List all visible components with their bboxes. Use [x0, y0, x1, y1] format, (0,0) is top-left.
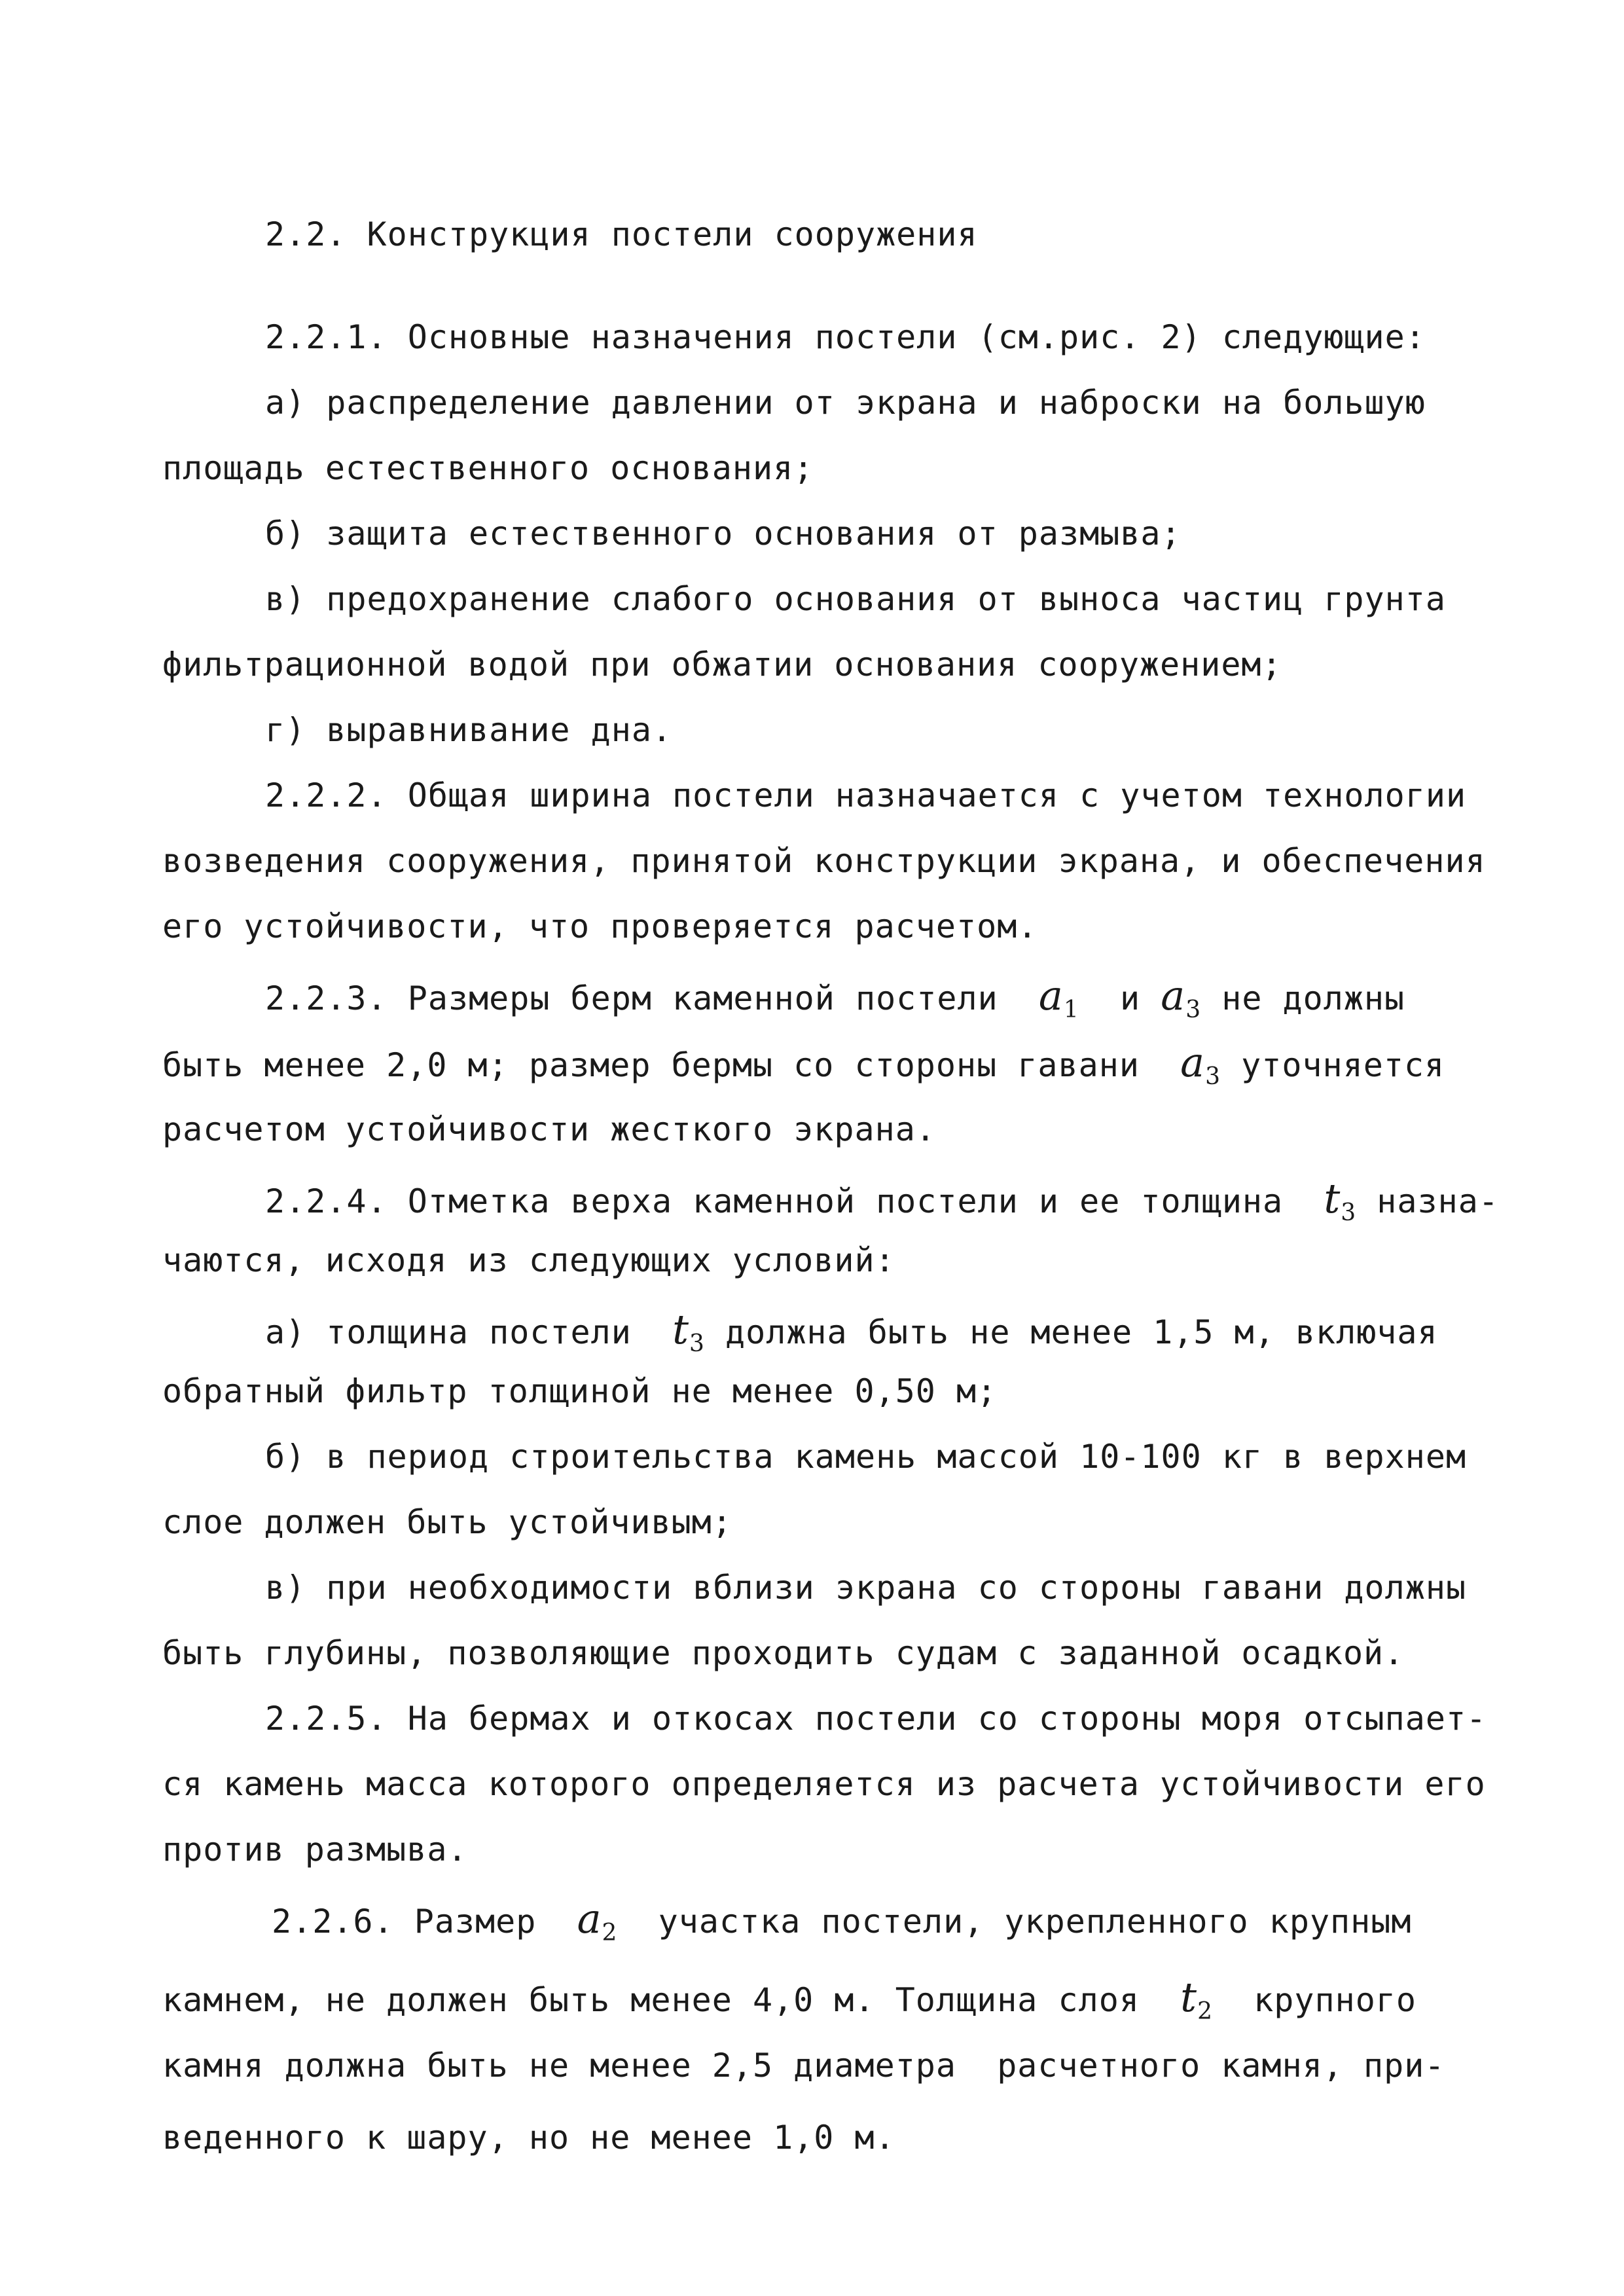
var-t3 [1324, 1175, 1357, 1226]
item-b: б) защита естественного основания от размыва; [265, 515, 1182, 553]
item-v-depth-line-2: быть глубины, позволяющие проходить судам с заданной осадкой. [162, 1634, 1405, 1672]
text-segment: должна быть не менее 1,5 м, включая [725, 1313, 1438, 1351]
var-symbol: a [1180, 1038, 1206, 1086]
var-t2 [1180, 1973, 1213, 2025]
paragraph-2-2-4-line-1 [265, 1175, 1499, 1226]
paragraph-2-2-1: 2.2.1. Основные назначения постели (см.рис. 2) следующие: [265, 318, 1426, 356]
paragraph-2-2-6-line-2 [162, 1973, 1417, 2025]
text-segment: крупного [1254, 1981, 1417, 2019]
var-symbol: a [577, 1895, 602, 1942]
var-a3 [1180, 1038, 1221, 1090]
var-subscript: 3 [1185, 996, 1202, 1023]
item-b-period-line-2: слое должен быть устойчивым; [162, 1503, 732, 1541]
var-subscript: 3 [1341, 1199, 1357, 1226]
var-symbol: t [672, 1305, 689, 1353]
item-v-line-1: в) предохранение слабого основания от выноса частиц грунта [265, 580, 1446, 618]
paragraph-2-2-6-line-1 [272, 1895, 1412, 1946]
var-subscript: 2 [1197, 1998, 1213, 2025]
text-segment: 2.2.3. Размеры берм каменной постели [265, 979, 998, 1017]
paragraph-2-2-5-line-3: против размыва. [162, 1831, 468, 1868]
text-segment: 2.2.6. Размер [272, 1903, 537, 1941]
var-subscript: 2 [602, 1920, 618, 1946]
paragraph-2-2-5-line-1: 2.2.5. На бермах и откосах постели со стороны моря отсыпает- [265, 1700, 1487, 1738]
paragraph-2-2-3-line-2 [162, 1038, 1445, 1090]
var-symbol: t [1324, 1175, 1341, 1222]
paragraph-2-2-3-line-3: расчетом устойчивости жесткого экрана. [162, 1110, 936, 1148]
item-g: г) выравнивание дна. [265, 711, 673, 749]
text-segment: участка постели, укрепленного крупным [658, 1903, 1412, 1941]
paragraph-2-2-2-line-1: 2.2.2. Общая ширина постели назначается с учетом технологии [265, 776, 1467, 814]
var-a1 [1038, 972, 1079, 1023]
var-subscript: 3 [1205, 1063, 1221, 1090]
paragraph-2-2-2-line-3: его устойчивости, что проверяется расчетом. [162, 907, 1038, 945]
text-segment: не должны [1221, 979, 1405, 1017]
text-segment: назна- [1377, 1182, 1499, 1220]
text-segment: камнем, не должен быть менее 4,0 м. Толщина слоя [162, 1981, 1140, 2019]
item-a-thickness-line-1 [265, 1305, 1438, 1357]
text-segment: 2.2.4. Отметка верха каменной постели и ее толщина [265, 1182, 1284, 1220]
paragraph-2-2-4-line-2: чаются, исходя из следующих условий: [162, 1241, 895, 1279]
text-segment: и [1120, 979, 1141, 1017]
item-a-line-2: площадь естественного основания; [162, 449, 814, 487]
item-v-line-2: фильтрационной водой при обжатии основания сооружением; [162, 646, 1282, 683]
var-symbol: a [1038, 972, 1064, 1019]
paragraph-2-2-6-line-3: камня должна быть не менее 2,5 диаметра расчетного камня, при- [162, 2047, 1445, 2085]
var-subscript: 3 [689, 1330, 705, 1357]
text-segment: быть менее 2,0 м; размер бермы со стороны гавани [162, 1046, 1140, 1084]
section-title: 2.2. Конструкция постели сооружения [265, 215, 978, 253]
var-symbol: a [1161, 972, 1186, 1019]
var-a2 [577, 1895, 618, 1946]
var-subscript: 1 [1063, 996, 1079, 1023]
text-segment: уточняется [1241, 1046, 1445, 1084]
item-a-thickness-line-2: обратный фильтр толщиной не менее 0,50 м; [162, 1372, 998, 1410]
paragraph-2-2-2-line-2: возведения сооружения, принятой конструкции экрана, и обеспечения [162, 842, 1486, 880]
var-a3 [1161, 972, 1202, 1023]
var-t3 [672, 1305, 705, 1357]
item-v-depth-line-1: в) при необходимости вблизи экрана со стороны гавани должны [265, 1569, 1467, 1607]
item-a-line-1: а) распределение давлении от экрана и наброски на большую [265, 384, 1426, 422]
paragraph-2-2-6-line-4: веденного к шару, но не менее 1,0 м. [162, 2119, 895, 2157]
paragraph-2-2-3-line-1 [265, 972, 1405, 1023]
paragraph-2-2-5-line-2: ся камень масса которого определяется из расчета устойчивости его [162, 1765, 1486, 1803]
item-b-period-line-1: б) в период строительства камень массой 10-100 кг в верхнем [265, 1438, 1467, 1476]
text-segment: а) толщина постели [265, 1313, 632, 1351]
var-symbol: t [1180, 1973, 1198, 2021]
